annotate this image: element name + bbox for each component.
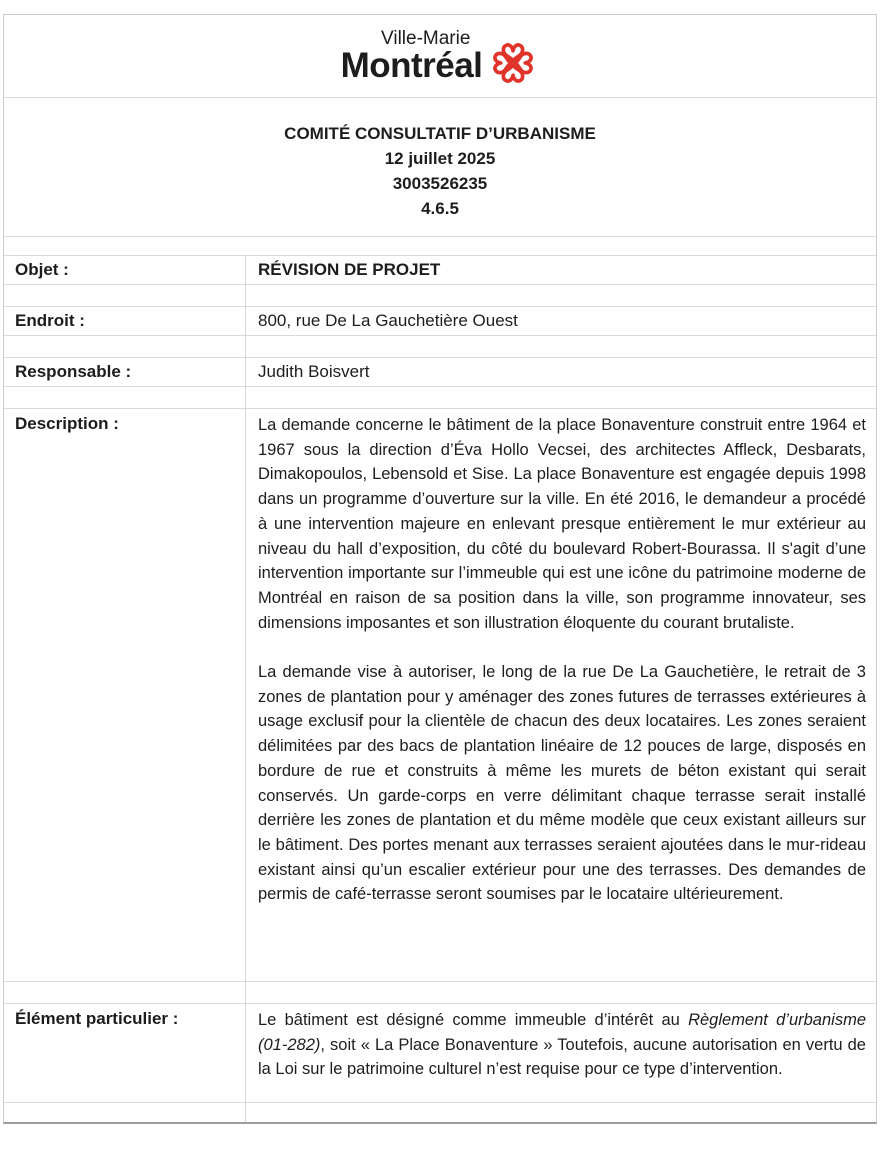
description-value [246,409,876,981]
spacer-row [4,236,876,255]
title-block [4,97,876,236]
city-name: Montréal [340,46,483,85]
spacer-row [4,335,876,357]
element-text-suffix: , soit « La Place Bonaventure » Toutefois, aucune autorisation en vertu de la Loi sur le patrimoine culturel n’est requise pour ce type d’intervention. [258,1035,866,1079]
field-row-objet [4,255,876,284]
responsable-value: Judith Boisvert [258,362,370,381]
field-row-responsable [4,357,876,386]
field-row-element-particulier [4,1003,876,1102]
city-logo [341,29,540,83]
field-row-endroit [4,306,876,335]
description-paragraph-1: La demande concerne le bâtiment de la place Bonaventure construit entre 1964 et 1967 sous la direction d’Éva Hollo Vecsei, des architectes Affleck, Desbarats, Dimakopoulos, Lebensold et Sise. La place Bonaventure est engagée depuis 1998 dans un programme d’ouverture sur la ville. En été 2016, le demandeur a procédé à une intervention majeure en enlevant presque entièrement le mur extérieur au niveau du hall d’exposition, du côté du boulevard Robert-Bourassa. Il s'agit d’une intervention importante sur l’immeuble qui est une icône du patrimoine moderne de Montréal en raison de sa position dans la ville, son programme innovateur, ses dimensions imposantes et son illustration éloquente du courant brutaliste. [258,416,866,632]
meeting-date: 12 juillet 2025 [384,149,496,168]
objet-value: RÉVISION DE PROJET [258,260,441,279]
field-row-description [4,408,876,981]
element-text-prefix: Le bâtiment est désigné comme immeuble d’intérêt au [258,1011,689,1029]
element-particulier-value [246,1004,876,1102]
responsable-label: Responsable : [4,358,246,386]
endroit-value: 800, rue De La Gauchetière Ouest [258,311,518,330]
dossier-number: 3003526235 [392,174,488,193]
spacer-row [4,386,876,408]
committee-title: COMITÉ CONSULTATIF D’URBANISME [284,124,596,143]
description-paragraph-2: La demande vise à autoriser, le long de la rue De La Gauchetière, le retrait de 3 zones de plantation pour y aménager des zones futures de terrasses extérieures à usage exclusif pour la clientèle de chacun des deux locataires. Les zones seraient délimitées par des bacs de plantation linéaire de 12 pouces de large, disposés en bordure de rue et construits à même les murets de béton existant qui serait conservés. Un garde-corps en verre délimitant chaque terrasse serait installé derrière les zones de plantation et du même modèle que ceux existant ailleurs sur le bâtiment. Des portes menant aux terrasses seraient ajoutées dans le mur-rideau existant ainsi qu’un escalier extérieur pour une des terrasses. Des demandes de permis de café-terrasse seront soumises par le locataire ultérieurement. [258,663,866,904]
element-text-regulation-italic: Règlement d’urbanisme (01-282) [258,1011,866,1054]
document-table [3,14,877,1124]
endroit-label: Endroit : [4,307,246,335]
spacer-row [4,1102,876,1122]
logo-row [4,15,876,97]
borough-name: Ville-Marie [381,28,471,49]
description-label: Description : [4,409,246,981]
logo-wordmark [341,29,483,83]
agenda-item-number: 4.6.5 [421,199,459,218]
spacer-row [4,284,876,306]
element-particulier-label: Élément particulier : [4,1004,246,1102]
objet-label: Objet : [4,256,246,284]
spacer-row [4,981,876,1003]
montreal-rosette-icon [487,37,539,89]
